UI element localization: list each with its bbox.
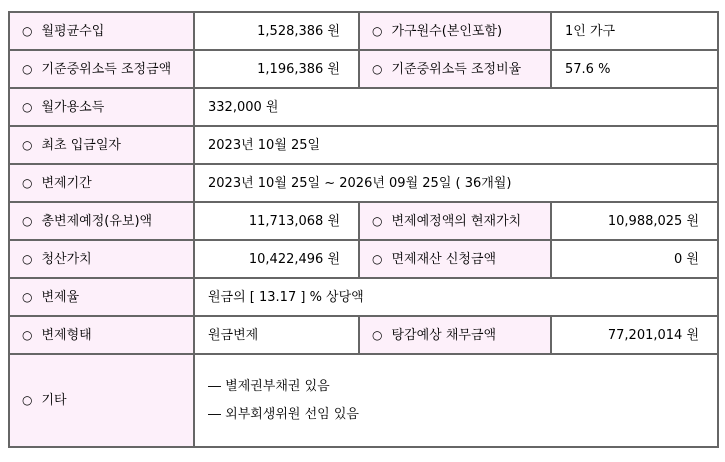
circle-marker-icon: ○ [372,213,383,228]
label-monthly-disposable-income [9,88,194,126]
table-row [9,316,718,354]
label-text: 최초 입금일자 [41,137,121,153]
label-present-value-of-repayment [359,202,551,240]
table-row [9,202,718,240]
circle-marker-icon: ○ [22,251,33,266]
circle-marker-icon: ○ [372,251,383,266]
circle-marker-icon: ○ [372,23,383,38]
label-text: 가구원수(본인포함) [391,23,503,39]
label-total-planned-repayment [9,202,194,240]
label-repayment-period [9,164,194,202]
table-row [9,354,718,447]
label-liquidation-value [9,240,194,278]
label-text: 기준중위소득 조정금액 [41,61,172,77]
table-row [9,50,718,88]
label-text: 변제예정액의 현재가치 [391,213,522,229]
etc-notes [208,380,713,421]
label-text: 변제기간 [41,175,92,191]
label-median-income-adjust-ratio [359,50,551,88]
circle-marker-icon: ○ [372,61,383,76]
circle-marker-icon: ○ [22,213,33,228]
label-repayment-type [9,316,194,354]
label-text: 청산가치 [41,251,92,267]
etc-note-external-trustee: ― 외부회생위원 선임 있음 [208,407,359,422]
repayment-info-sheet [8,11,719,448]
circle-marker-icon: ○ [22,289,33,304]
value-etc [194,354,718,447]
circle-marker-icon: ○ [22,327,33,342]
value-liquidation-value: 10,422,496 원 [194,240,359,278]
circle-marker-icon: ○ [22,99,33,114]
label-text: 탕감예상 채무금액 [391,327,497,343]
value-repayment-period: 2023년 10월 25일 ~ 2026년 09월 25일 ( 36개월) [194,164,718,202]
label-etc [9,354,194,447]
label-monthly-average-income [9,12,194,50]
table-row [9,12,718,50]
value-first-deposit-date: 2023년 10월 25일 [194,126,718,164]
value-monthly-average-income: 1,528,386 원 [194,12,359,50]
table-row [9,164,718,202]
value-median-income-adjust-ratio: 57.6 % [551,50,718,88]
label-expected-forgiven-debt [359,316,551,354]
label-repayment-rate [9,278,194,316]
value-median-income-adjusted-amount: 1,196,386 원 [194,50,359,88]
label-text: 기타 [41,393,67,408]
circle-marker-icon: ○ [22,393,33,407]
label-text: 총변제예정(유보)액 [41,213,153,229]
circle-marker-icon: ○ [22,23,33,38]
value-household-size: 1인 가구 [551,12,718,50]
value-total-planned-repayment: 11,713,068 원 [194,202,359,240]
value-present-value-of-repayment: 10,988,025 원 [551,202,718,240]
label-median-income-adjusted-amount [9,50,194,88]
value-expected-forgiven-debt: 77,201,014 원 [551,316,718,354]
value-repayment-rate: 원금의 [ 13.17 ] % 상당액 [194,278,718,316]
label-text: 변제형태 [41,327,92,343]
label-household-size [359,12,551,50]
table-row [9,240,718,278]
circle-marker-icon: ○ [22,175,33,190]
value-exempt-property-request: 0 원 [551,240,718,278]
table-row [9,278,718,316]
circle-marker-icon: ○ [372,327,383,342]
etc-note-secured-claim: ― 별제권부채권 있음 [208,379,330,394]
label-exempt-property-request [359,240,551,278]
label-text: 면제재산 신청금액 [391,251,497,267]
label-text: 월평균수입 [41,23,105,39]
table-row [9,126,718,164]
label-text: 기준중위소득 조정비율 [391,61,522,77]
repayment-info-table [8,11,719,448]
circle-marker-icon: ○ [22,61,33,76]
label-text: 변제율 [41,289,80,305]
label-text: 월가용소득 [41,99,105,115]
label-first-deposit-date [9,126,194,164]
circle-marker-icon: ○ [22,137,33,152]
value-repayment-type: 원금변제 [194,316,359,354]
value-monthly-disposable-income: 332,000 원 [194,88,718,126]
table-row [9,88,718,126]
